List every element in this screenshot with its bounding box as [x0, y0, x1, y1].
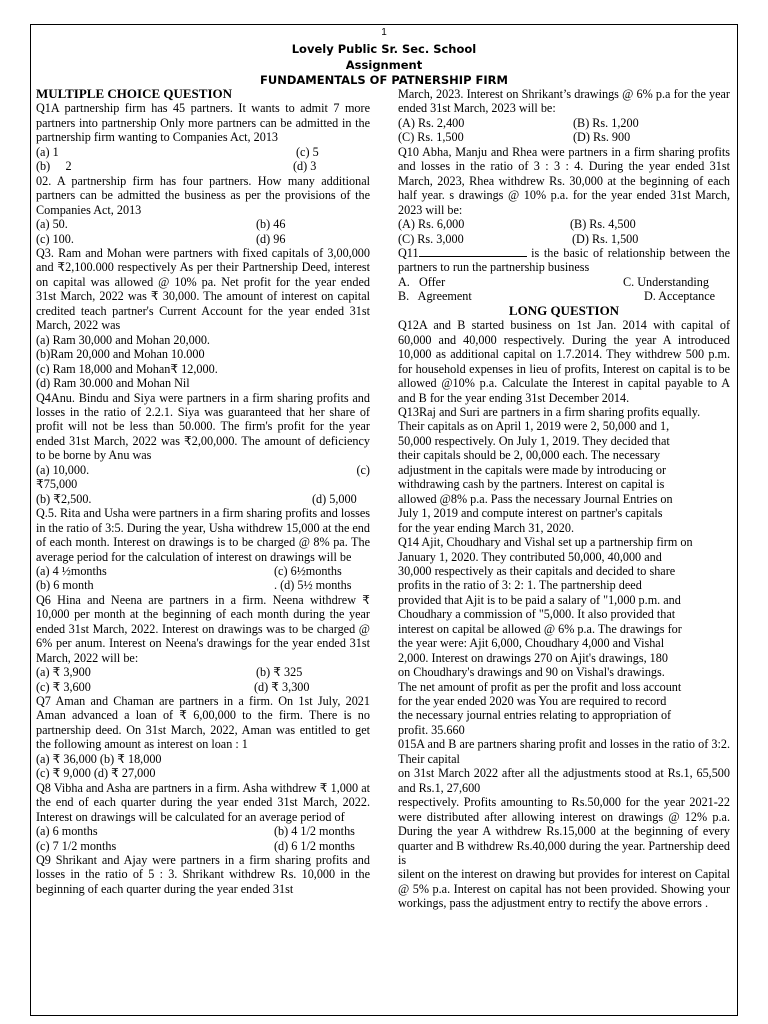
q5-option-c: (c) 6½months: [274, 563, 342, 578]
q14-line: profit. 35.660: [398, 722, 465, 737]
page-number: 1: [381, 27, 387, 38]
question-2: 02. A partnership firm has four partners. How many additional partners can be admitted the business as per the provisions of the Companies Act, 2013: [36, 173, 370, 217]
q2-option-a: (a) 50.: [36, 217, 68, 232]
q6-option-a: (a) ₹ 3,900: [36, 665, 91, 680]
q14-line: Q14 Ajit, Choudhary and Vishal set up a partnership firm on: [398, 535, 693, 550]
q7-options-ab: (a) ₹ 36,000 (b) ₹ 18,000: [36, 751, 162, 766]
question-15: 015A and B are partners sharing profit and losses in the ratio of 3:2. Their capital: [398, 737, 730, 766]
q4-option-b: (b) ₹2,500.: [36, 491, 92, 506]
q11-option-a: A. Offer: [398, 274, 446, 289]
q14-line: for the year ended 2020 was You are required to record: [398, 694, 667, 709]
q10-option-d: (D) Rs. 1,500: [572, 231, 639, 246]
topic-part-2: PATNERSHIP FIRM: [387, 73, 508, 87]
q8-option-c: (c) 7 1/2 months: [36, 838, 117, 853]
q14-line: provided that Ajit is to be paid a salary of "1,000 p.m. and: [398, 592, 681, 607]
q5-option-b: (b) 6 month: [36, 578, 94, 593]
q5-option-a: (a) 4 ½months: [36, 563, 107, 578]
q11-option-c: C. Understanding: [623, 274, 709, 289]
q1-option-d: (d) 3: [293, 159, 317, 174]
q10-option-a: (A) Rs. 6,000: [398, 217, 465, 232]
topic-part-1: FUNDAMENTALS OF: [260, 73, 388, 87]
q5-options-row1: [36, 564, 370, 578]
q13-line: for the year ending March 31, 2020.: [398, 520, 574, 535]
question-11: [398, 246, 730, 275]
q14-line: the year were: Ajit 6,000, Choudhary 4,000 and Vishal: [398, 636, 665, 651]
q2-option-b: (b) 46: [256, 217, 286, 232]
q10-option-b: (B) Rs. 4,500: [570, 217, 636, 232]
q6-options-row2: [36, 680, 370, 694]
question-8: Q8 Vibha and Asha are partners in a firm. Asha withdrew ₹ 1,000 at the end of each quarter during the year ended 31st March, 2022. Interest on drawings will be calculated for an average period of: [36, 780, 370, 824]
q14-line: 2,000. Interest on drawings 270 on Ajit's drawings, 180: [398, 650, 668, 665]
q13-line: 50,000 respectively. On July 1, 2019. They decided that: [398, 433, 670, 448]
q7-options-cd: (c) ₹ 9,000 (d) ₹ 27,000: [36, 766, 156, 781]
q3-option-b: (b)Ram 20,000 and Mohan 10.000: [36, 347, 205, 362]
long-question-heading: LONG QUESTION: [508, 302, 620, 318]
q11-number: Q11: [398, 245, 419, 260]
q11-option-d: D. Acceptance: [644, 289, 716, 304]
q14-line: January 1, 2020. They contributed 50,000, 40,000 and: [398, 549, 662, 564]
question-9-continued: March, 2023. Interest on Shrikant’s drawings @ 6% p.a for the year ended 31st March, 2023 will be:: [398, 87, 730, 116]
q4-option-c: (c): [356, 462, 370, 477]
q6-options-row1: [36, 665, 370, 679]
question-4: Q4Anu. Bindu and Siya were partners in a firm sharing profits and losses in the ratio of 2.2.1. Siya was guaranteed that her share of profit will not be less than 50.000. The firm's profit for the year ended 31st March, 2022 was ₹2,00,000. The amount of deficiency to be borne by Anu was: [36, 390, 370, 463]
q13-line: withdrawing cash by the partners. Interest on capital is: [398, 477, 665, 492]
q11-options-row2: [398, 289, 730, 303]
question-12: Q12A and B started business on 1st Jan. 2014 with capital of 60,000 and 40,000 respectively. During the year A introduced 10,000 as additional capital on 1.7.2014. They withdrew 500 p.m. for household expenses in lieu of profits, Interest on capital is to be allowed @10% p.a. Calculate the Interest in capital payable to A and B for the year ending 31st December 2014.: [398, 318, 730, 405]
q10-options-row2: [398, 232, 730, 246]
question-9: Q9 Shrikant and Ajay were partners in a firm sharing profits and losses in the ratio of 5 : 3. Shrikant withdrew Rs. 10,000 in the beginning of each quarter during the year ended 31st: [36, 853, 370, 896]
question-10: Q10 Abha, Manju and Rhea were partners in a firm sharing profits and losses in the ratio of 3 : 3 : 4. During the year ended 31st March, 2023, Rhea withdrew Rs. 30,000 at the beginning of each half year. s drawings @ 10% p.a. for the year ended 31st March, 2023 will be:: [398, 144, 730, 217]
q14-line: The net amount of profit as per the profit and loss account: [398, 679, 682, 694]
q6-option-b: (b) ₹ 325: [256, 665, 303, 680]
q11-option-b: B. Agreement: [398, 289, 472, 304]
q14-line: profits in the ratio of 3: 2: 1. The partnership deed: [398, 578, 642, 593]
q8-options-row1: [36, 824, 370, 838]
question-6: Q6 Hina and Neena are partners in a firm. Neena withdrew ₹ 10,000 per month at the beginning of each month during the year ended 31st March, 2022. Interest on drawings was to be charged @ 6% per anum. Interest on Neena's drawings for the year ended 31st March, 2022 will be:: [36, 592, 370, 665]
q6-option-c: (c) ₹ 3,600: [36, 679, 91, 694]
q13-line: their capitals should be 2, 00,000 each. The necessary: [398, 448, 661, 463]
left-column: [36, 87, 370, 896]
question-15-part-2: on 31st March 2022 after all the adjustments stood at Rs.1, 65,500 and Rs.1, 27,600: [398, 766, 730, 795]
q1-option-c: (c) 5: [296, 144, 319, 159]
mcq-heading: MULTIPLE CHOICE QUESTION: [36, 86, 233, 101]
q9-option-b: (B) Rs. 1,200: [573, 115, 639, 130]
q3-option-c: (c) Ram 18,000 and Mohan₹ 12,000.: [36, 361, 218, 376]
q6-option-d: (d) ₹ 3,300: [254, 679, 310, 694]
q14-line: interest on capital be allowed @ 6% p.a. The drawings for: [398, 621, 682, 636]
q11-text: is the basic of relationship between the partners to run the partnership business: [398, 245, 730, 275]
q2-options-row2: [36, 232, 370, 246]
document-type: Assignment: [345, 58, 423, 72]
q13-line: Q13Raj and Suri are partners in a firm sharing profits equally.: [398, 404, 701, 419]
question-3: Q3. Ram and Mohan were partners with fixed capitals of 3,00,000 and ₹2,100.000 respectively As per their Partnership Deed, interest on capital was allowed @ 10% pa. Net profit for the year ended 31st March, 2022 was ₹ 30,000. The amount of interest on capital credited teach partner's Current Account for the year ended 31st March, 2022 was: [36, 245, 370, 333]
question-7: Q7 Aman and Chaman are partners in a firm. On 1st July, 2021 Aman advanced a loan of ₹ 6,00,000 to the firm. There is no partnership deed. On 31st March, 2022, Aman was entitled to get the following amount as interest on loan : 1: [36, 694, 370, 752]
question-15-part-4: silent on the interest on drawing but provides for interest on Capital @ 5% p.a. Interest on capital has not been provided. Showing your workings, pass the adjustment entry to rectify the above errors .: [398, 867, 730, 911]
q1-options-row2: [36, 159, 370, 173]
q4-option-c-value: ₹75,000: [36, 477, 78, 492]
q10-options-row1: [398, 217, 730, 231]
q14-line: Choudhary a commission of "5,000. It also provided that: [398, 607, 676, 622]
q8-options-row2: [36, 839, 370, 853]
q14-line: the necessary journal entries relating to appropriation of: [398, 708, 672, 723]
right-column: [398, 87, 730, 911]
q1-option-b: (b) 2: [36, 159, 72, 174]
q4-options-row2: [36, 492, 370, 506]
q2-options-row1: [36, 217, 370, 231]
q4-option-a: (a) 10,000.: [36, 462, 90, 477]
q3-option-d: (d) Ram 30.000 and Mohan Nil: [36, 376, 190, 391]
q10-option-c: (C) Rs. 3,000: [398, 231, 464, 246]
q14-line: on Choudhary's drawings and 90 on Vishal's drawings.: [398, 665, 665, 680]
q9-options-row1: [398, 116, 730, 130]
q8-option-b: (b) 4 1/2 months: [274, 824, 355, 839]
school-name: Lovely Public Sr. Sec. School: [291, 42, 477, 56]
q2-option-c: (c) 100.: [36, 231, 74, 246]
q4-options-row1: [36, 463, 370, 477]
q13-line: July 1, 2019 and compute interest on partner's capitals: [398, 506, 663, 521]
q4-option-d: (d) 5,000: [312, 491, 357, 506]
q8-option-a: (a) 6 months: [36, 824, 98, 839]
question-5: Q.5. Rita and Usha were partners in a firm sharing profits and losses in the ratio of 3:5. During the year, Usha withdrew 15,000 at the end of each month. Interest on drawings is to be charged @ 8% pa. The average period for the calculation of interest on drawings will be: [36, 506, 370, 564]
q14-line: 30,000 respectively as their capitals and decided to share: [398, 563, 676, 578]
q9-option-a: (A) Rs. 2,400: [398, 115, 465, 130]
q2-option-d: (d) 96: [256, 231, 286, 246]
q9-option-c: (C) Rs. 1,500: [398, 130, 464, 145]
q9-options-row2: [398, 130, 730, 144]
q13-line: Their capitals as on April 1, 2019 were 2, 50,000 and 1,: [398, 419, 670, 434]
q3-option-a: (a) Ram 30,000 and Mohan 20,000.: [36, 332, 210, 347]
q8-option-d: (d) 6 1/2 months: [274, 838, 355, 853]
q13-line: allowed @8% p.a. Pass the necessary Journal Entries on: [398, 491, 673, 506]
q13-line: adjustment in the capitals were made by introducing or: [398, 462, 667, 477]
q11-blank: [419, 246, 527, 257]
question-15-part-3: respectively. Profits amounting to Rs.50,000 for the year 2021-22 were distributed after allowing interest on drawings @ 12% p.a. During the year A withdrew Rs.15,000 at the beginning of every quarter and B withdrew Rs.40,000 during the year. Partnership deed is: [398, 795, 730, 868]
question-1: Q1A partnership firm has 45 partners. It wants to admit 7 more partners into partnership Only more partners can be admitted in the partnership firm wanting to Companies Act, 2013: [36, 101, 370, 145]
q1-option-a: (a) 1: [36, 144, 59, 159]
q9-option-d: (D) Rs. 900: [573, 130, 631, 145]
q11-options-row1: [398, 275, 730, 289]
assignment-topic: [0, 73, 768, 87]
q1-options-row1: [36, 145, 370, 159]
q5-options-row2: [36, 578, 370, 592]
q5-option-d: . (d) 5½ months: [274, 578, 352, 593]
